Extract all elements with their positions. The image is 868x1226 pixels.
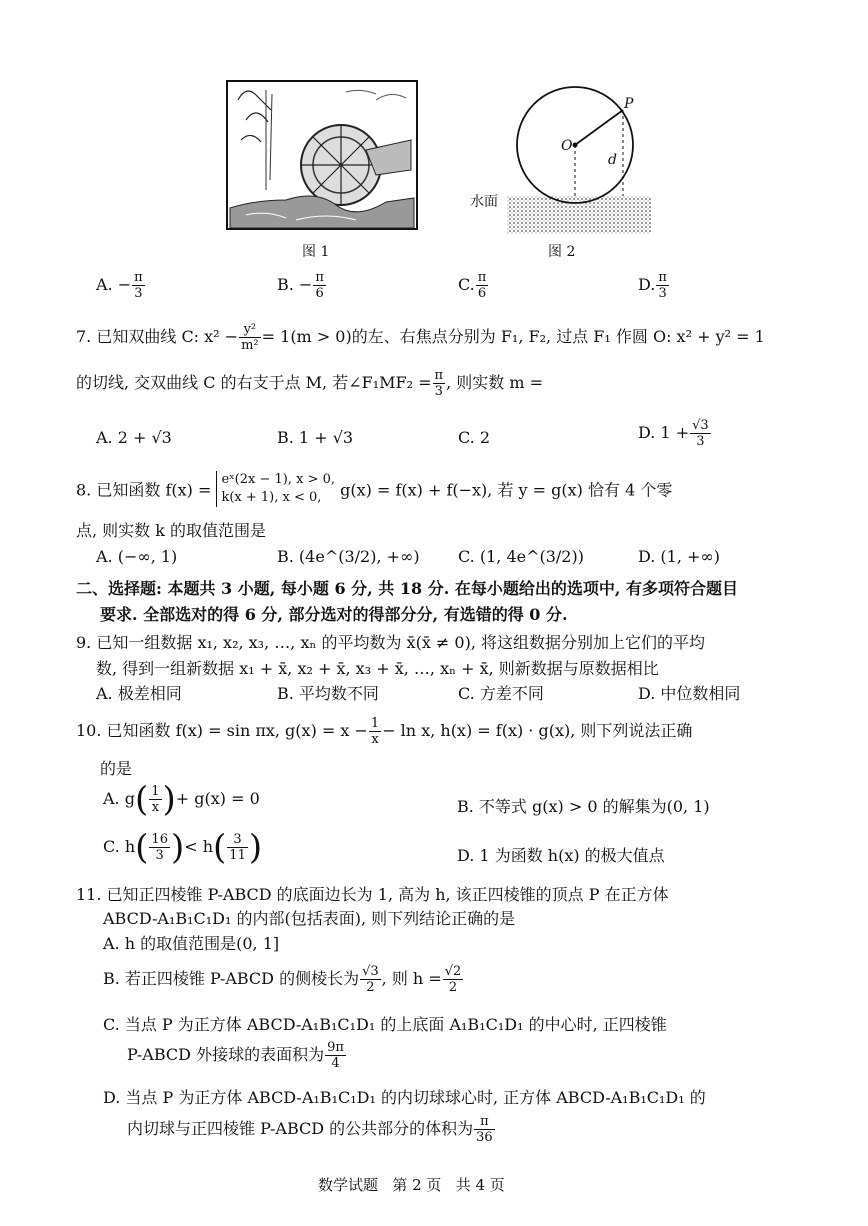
q11-option-c-line-2: P-ABCD 外接球的表面积为 $\frac{9\pi}{4}$ xyxy=(127,1040,344,1071)
q8-option-b: B. (4e^(3/2), +∞) xyxy=(277,547,420,566)
q6-option-a: A. − $\frac{\pi}{3}$ xyxy=(96,270,143,301)
q11-option-b: B. 若正四棱锥 P-ABCD 的侧棱长为 $\frac{√3}{2}$ , 则 h = $\frac{√2}{2}$ xyxy=(103,964,462,995)
q6-option-b: B. − $\frac{\pi}{6}$ xyxy=(277,270,324,301)
q8-option-c: C. (1, 4e^(3/2)) xyxy=(458,547,584,566)
circle-diagram xyxy=(465,78,665,243)
fig2-label-O: O xyxy=(561,138,573,154)
q10-line-1: 10. 已知函数 f(x) = sin πx, g(x) = x − $\frac{1}{x}$ − ln x, h(x) = f(x) · g(x), 则下列说法正确 xyxy=(76,716,693,747)
q6-option-d: D. $\frac{\pi}{3}$ xyxy=(638,270,667,301)
figure-1 xyxy=(226,80,418,230)
section-2-heading-line-1: 二、选择题: 本题共 3 小题, 每小题 6 分, 共 18 分. 在每小题给出的选项中, 有多项符合题目 xyxy=(76,579,738,598)
q10-line-2: 的是 xyxy=(100,759,133,778)
q8-line-1: 8. 已知函数 f(x) = eˣ(2x − 1), x > 0, k(x + 1), x < 0, g(x) = f(x) + f(−x), 若 y = g(x) 恰有 4 个零 xyxy=(76,472,673,505)
q11-option-a: A. h 的取值范围是(0, 1] xyxy=(103,934,280,953)
section-2-heading-line-2: 要求. 全部选对的得 6 分, 部分选对的得部分分, 有选错的得 0 分. xyxy=(100,605,568,624)
q10-option-b: B. 不等式 g(x) > 0 的解集为(0, 1) xyxy=(457,797,710,816)
q9-option-d: D. 中位数相同 xyxy=(638,684,741,703)
q11-line-1: 11. 已知正四棱锥 P-ABCD 的底面边长为 1, 高为 h, 该正四棱锥的顶点 P 在正方体 xyxy=(76,885,669,904)
q11-option-c-line-1: C. 当点 P 为正方体 ABCD-A₁B₁C₁D₁ 的上底面 A₁B₁C₁D₁ 的中心时, 正四棱锥 xyxy=(103,1015,667,1034)
q11-line-2: ABCD-A₁B₁C₁D₁ 的内部(包括表面), 则下列结论正确的是 xyxy=(103,909,516,928)
q7-option-a: A. 2 + √3 xyxy=(96,428,172,447)
q9-line-2: 数, 得到一组新数据 x₁ + x̄, x₂ + x̄, x₃ + x̄, …, xₙ + x̄, 则新数据与原数据相比 xyxy=(96,659,659,678)
q7-option-c: C. 2 xyxy=(458,428,491,447)
q10-option-a: A. g( $\frac{1}{x}$ )+ g(x) = 0 xyxy=(103,779,260,820)
q8-option-d: D. (1, +∞) xyxy=(638,547,720,566)
q8-option-a: A. (−∞, 1) xyxy=(96,547,178,566)
figure-2 xyxy=(465,78,665,243)
figure-1-caption: 图 1 xyxy=(302,244,330,260)
q8-line-2: 点, 则实数 k 的取值范围是 xyxy=(76,521,267,540)
q10-option-c: C. h( $\frac{16}{3}$ )< h( $\frac{3}{11}$ ) xyxy=(103,827,263,868)
q7-line-2: 的切线, 交双曲线 C 的右支于点 M, 若∠F₁MF₂ = $\frac{\pi}{3}$ , 则实数 m = xyxy=(76,368,544,399)
fig2-label-d: d xyxy=(608,152,617,168)
q9-option-b: B. 平均数不同 xyxy=(277,684,379,703)
q7-option-d: D. 1 + $\frac{√3}{3}$ xyxy=(638,418,709,449)
q9-option-a: A. 极差相同 xyxy=(96,684,182,703)
fig2-label-P: P xyxy=(624,96,634,112)
q7-option-b: B. 1 + √3 xyxy=(277,428,354,447)
q7-line-1: 7. 已知双曲线 C: x² − $\frac{\text{y²}}{\text{m²}}$ = 1(m > 0)的左、右焦点分别为 F₁, F₂, 过点 F₁ 作圆 O: x² + y² = 1 xyxy=(76,322,765,353)
q9-option-c: C. 方差不同 xyxy=(458,684,544,703)
page-footer: 数学试题 第 2 页 共 4 页 xyxy=(318,1176,505,1194)
fig2-label-water: 水面 xyxy=(470,194,498,210)
q11-option-d-line-2: 内切球与正四棱锥 P-ABCD 的公共部分的体积为 $\frac{\pi}{36}$ xyxy=(127,1114,493,1145)
figure-2-caption: 图 2 xyxy=(548,244,576,260)
q11-option-d-line-1: D. 当点 P 为正方体 ABCD-A₁B₁C₁D₁ 的内切球球心时, 正方体 ABCD-A₁B₁C₁D₁ 的 xyxy=(103,1088,706,1107)
q10-option-d: D. 1 为函数 h(x) 的极大值点 xyxy=(457,846,665,865)
q9-line-1: 9. 已知一组数据 x₁, x₂, x₃, …, xₙ 的平均数为 x̄(x̄ ≠ 0), 将这组数据分别加上它们的平均 xyxy=(76,633,706,652)
piecewise-brace: eˣ(2x − 1), x > 0, k(x + 1), x < 0, xyxy=(216,471,335,507)
water-wheel-illustration xyxy=(226,80,418,230)
q6-option-c: C. $\frac{\pi}{6}$ xyxy=(458,270,487,301)
